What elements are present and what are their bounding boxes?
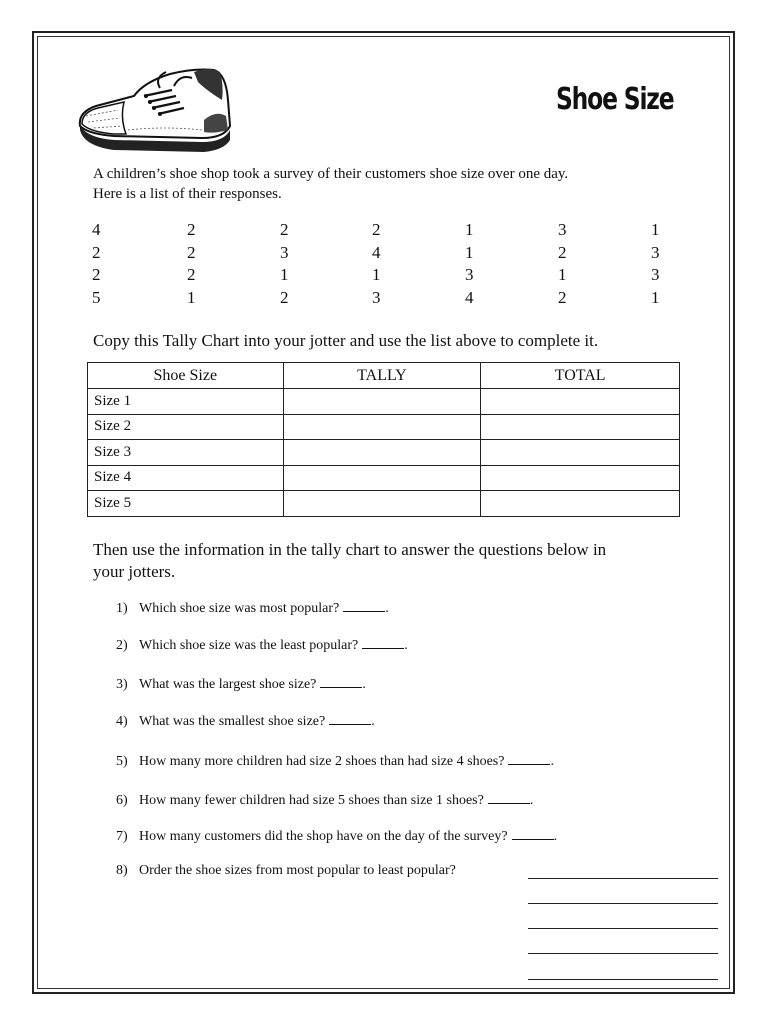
question-number: 1): [116, 601, 128, 616]
response-value: 2: [280, 220, 289, 239]
intro-text: [93, 164, 693, 204]
answer-blank[interactable]: [320, 675, 362, 688]
blank-period: .: [550, 754, 554, 769]
tally-cell: [283, 440, 481, 466]
response-row: [92, 288, 672, 311]
response-row: [92, 243, 672, 266]
answer-line[interactable]: [528, 903, 718, 904]
questions-intro-line-1: Then use the information in the tally chart to answer the questions below in: [93, 540, 607, 559]
response-row: [92, 220, 672, 243]
question-text: How many fewer children had size 5 shoes than size 1 shoes?: [139, 793, 484, 808]
response-value: 3: [465, 265, 474, 284]
answer-blank[interactable]: [512, 827, 554, 840]
answer-line[interactable]: [528, 878, 718, 879]
intro-line-1: A children’s shoe shop took a survey of their customers shoe size over one day.: [93, 166, 569, 182]
response-value: 3: [558, 220, 567, 239]
header-total: TOTAL: [481, 363, 680, 389]
question-number: 3): [116, 677, 128, 692]
blank-period: .: [385, 601, 389, 616]
row-label: Size 2: [88, 414, 284, 440]
response-value: 1: [465, 220, 474, 239]
response-value: 3: [651, 265, 660, 284]
response-value: 3: [372, 287, 381, 307]
blank-period: .: [362, 677, 366, 692]
instruction-text: Copy this Tally Chart into your jotter and use the list above to complete it.: [93, 331, 599, 350]
question-number: 4): [116, 714, 128, 729]
tally-chart: [87, 362, 680, 517]
answer-line[interactable]: [528, 979, 718, 980]
question-6: [116, 791, 533, 809]
question-text: How many customers did the shop have on the day of the survey?: [139, 829, 508, 844]
table-row: [88, 389, 680, 415]
total-cell: [481, 389, 680, 415]
question-1: [116, 599, 389, 617]
question-text: Order the shoe sizes from most popular to least popular?: [139, 863, 456, 878]
tally-cell: [283, 491, 481, 517]
blank-period: .: [529, 793, 534, 808]
response-value: 1: [187, 287, 196, 307]
response-value: 2: [558, 242, 567, 262]
answer-line[interactable]: [528, 928, 718, 929]
question-8: [116, 863, 456, 879]
total-cell: [481, 491, 680, 517]
blank-period: .: [404, 638, 408, 653]
header-shoe-size: Shoe Size: [88, 363, 284, 389]
question-number: 5): [116, 754, 128, 769]
question-number: 2): [116, 638, 128, 653]
response-value: 4: [372, 242, 381, 262]
questions-intro: [93, 539, 693, 583]
question-text: What was the smallest shoe size?: [139, 714, 326, 729]
tally-cell: [283, 465, 481, 491]
response-value: 3: [651, 242, 660, 262]
response-value: 2: [187, 242, 196, 262]
answer-line[interactable]: [528, 953, 718, 954]
response-value: 1: [651, 220, 660, 239]
intro-line-2: Here is a list of their responses.: [93, 186, 282, 202]
table-row: [88, 465, 680, 491]
total-cell: [481, 414, 680, 440]
question-number: 8): [116, 863, 128, 878]
tally-header-row: [88, 363, 680, 389]
table-row: [88, 440, 680, 466]
answer-blank[interactable]: [508, 752, 550, 765]
question-text: What was the largest shoe size?: [139, 677, 317, 692]
response-value: 2: [372, 220, 381, 239]
question-number: 7): [116, 829, 128, 844]
response-value: 1: [465, 242, 474, 262]
response-value: 1: [372, 265, 381, 284]
response-row: [92, 265, 672, 288]
total-cell: [481, 465, 680, 491]
question-text: Which shoe size was most popular?: [139, 601, 340, 616]
tally-cell: [283, 389, 481, 415]
header-tally: TALLY: [283, 363, 481, 389]
question-3: [116, 675, 366, 693]
row-label: Size 1: [88, 389, 284, 415]
response-value: 2: [92, 242, 101, 262]
table-row: [88, 491, 680, 517]
response-value: 2: [92, 265, 101, 284]
response-value: 2: [187, 220, 196, 239]
table-row: [88, 414, 680, 440]
answer-blank[interactable]: [488, 791, 530, 804]
tally-cell: [283, 414, 481, 440]
responses-list: [92, 220, 672, 310]
page-title: Shoe Size: [556, 82, 674, 117]
question-text: How many more children had size 2 shoes than had size 4 shoes?: [139, 754, 505, 769]
answer-blank[interactable]: [362, 636, 404, 649]
response-value: 1: [280, 265, 289, 284]
answer-blank[interactable]: [343, 599, 385, 612]
response-value: 2: [558, 287, 567, 307]
question-number: 6): [116, 793, 128, 808]
shoe-icon: [74, 60, 236, 158]
response-value: 3: [280, 242, 289, 262]
row-label: Size 3: [88, 440, 284, 466]
row-label: Size 5: [88, 491, 284, 517]
blank-period: .: [371, 714, 375, 729]
response-value: 5: [92, 287, 101, 307]
question-2: [116, 636, 408, 654]
response-value: 4: [92, 220, 101, 239]
response-value: 2: [187, 265, 196, 284]
question-5: [116, 752, 554, 770]
question-7: [116, 827, 557, 845]
question-4: [116, 712, 375, 730]
total-cell: [481, 440, 680, 466]
response-value: 1: [558, 265, 567, 284]
response-value: 2: [280, 287, 289, 307]
blank-period: .: [553, 829, 558, 844]
response-value: 1: [651, 287, 660, 307]
response-value: 4: [465, 287, 474, 307]
answer-blank[interactable]: [329, 712, 371, 725]
question-text: Which shoe size was the least popular?: [139, 638, 359, 653]
questions-intro-line-2: your jotters.: [93, 562, 176, 581]
row-label: Size 4: [88, 465, 284, 491]
